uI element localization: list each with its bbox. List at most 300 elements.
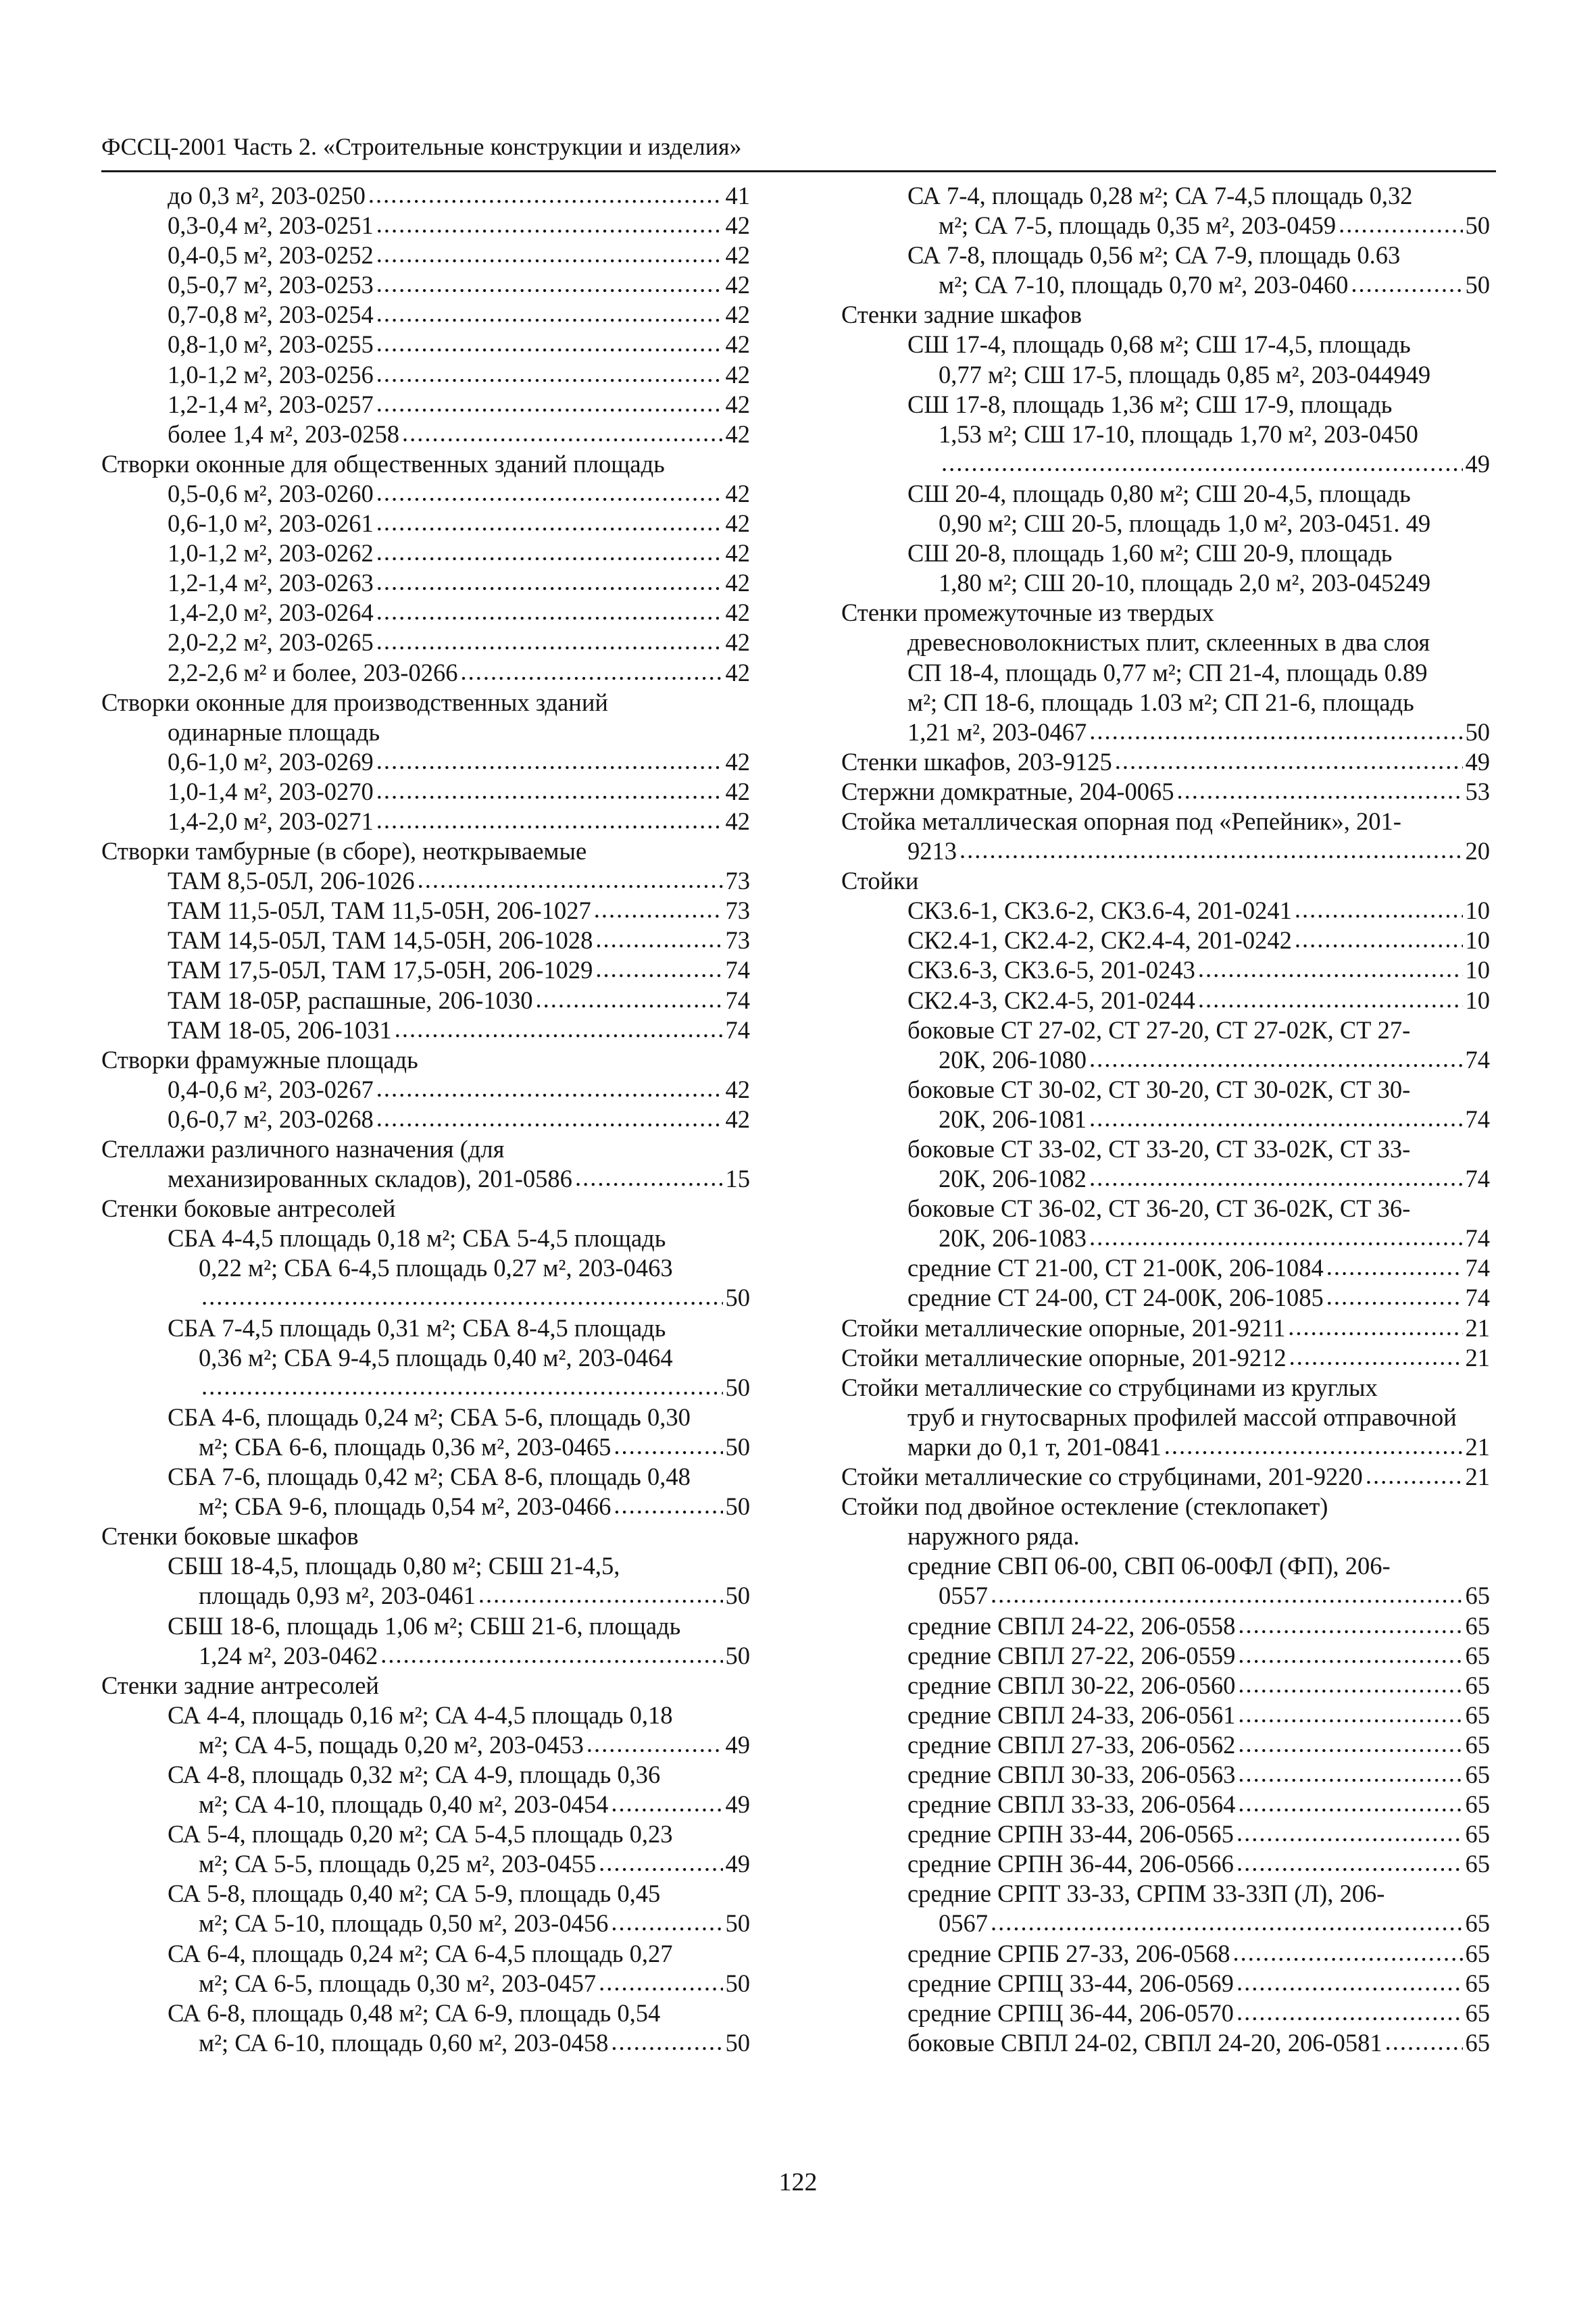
index-heading: Стенки промежуточные из твердых bbox=[841, 599, 1214, 627]
entry-page-number: 50 bbox=[1465, 271, 1490, 299]
entry-text: 1,0-1,4 м², 203-0270 bbox=[168, 777, 374, 805]
page-number: 122 bbox=[778, 2168, 818, 2196]
dot-leader bbox=[376, 567, 723, 597]
entry-text: СК3.6-1, СК3.6-2, СК3.6-4, 201-0241 bbox=[907, 897, 1292, 925]
entry-text: м²; СА 7-10, площадь 0,70 м², 203-0460 bbox=[939, 271, 1349, 299]
dot-leader bbox=[611, 1788, 722, 1818]
entry-page-number: 50 bbox=[725, 1641, 750, 1669]
index-entry bbox=[101, 270, 750, 300]
entry-text: боковые СТ 33-02, СТ 33-20, СТ 33-02К, СТ 33- bbox=[907, 1135, 1411, 1163]
index-entry bbox=[101, 866, 750, 896]
dot-leader bbox=[376, 746, 723, 776]
entry-text: 20К, 206-1083 bbox=[939, 1224, 1087, 1253]
entry-page-number: 20 bbox=[1465, 837, 1490, 865]
entry-page-number: 42 bbox=[725, 658, 750, 686]
index-entry-line bbox=[101, 1551, 750, 1581]
dot-leader bbox=[478, 1580, 723, 1609]
dot-leader bbox=[1233, 1938, 1463, 1967]
entry-text: до 0,3 м², 203-0250 bbox=[168, 182, 366, 209]
dot-leader bbox=[991, 1580, 1463, 1609]
dot-leader bbox=[1238, 1699, 1462, 1729]
entry-text: ТАМ 18-05Р, распашные, 206-1030 bbox=[168, 986, 533, 1014]
entry-text: 1,0-1,2 м², 203-0256 bbox=[168, 360, 374, 388]
entry-text: 0,4-0,5 м², 203-0252 bbox=[168, 241, 374, 270]
entry-text: средние СРПТ 33-33, СРПМ 33-33П (Л), 206- bbox=[907, 1880, 1385, 1908]
index-entry bbox=[841, 449, 1490, 479]
entry-text: СК3.6-3, СК3.6-5, 201-0243 bbox=[907, 956, 1195, 984]
index-entry bbox=[101, 658, 750, 688]
index-entry-line bbox=[101, 1611, 750, 1641]
dot-leader bbox=[402, 418, 722, 448]
index-entry-line bbox=[841, 658, 1490, 688]
index-entry bbox=[101, 1105, 750, 1134]
entry-page-number: 74 bbox=[1465, 1284, 1490, 1312]
entry-text: 0557 bbox=[939, 1582, 988, 1610]
index-entry bbox=[101, 926, 750, 955]
entry-text: средние СВПЛ 30-33, 206-0563 bbox=[907, 1760, 1236, 1788]
entry-text: м²; СА 5-10, площадь 0,50 м², 203-0456 bbox=[199, 1909, 609, 1938]
entry-text: 0,3-0,4 м², 203-0251 bbox=[168, 211, 374, 240]
entry-text: средние СВП 06-00, СВП 06-00ФЛ (ФП), 206- bbox=[907, 1552, 1391, 1580]
index-entry bbox=[101, 896, 750, 926]
entry-text: м²; СБА 9-6, площадь 0,54 м², 203-0466 bbox=[199, 1492, 612, 1521]
entry-text: средние СРПН 36-44, 206-0566 bbox=[907, 1850, 1234, 1878]
entry-text: м²; СА 4-5, пощадь 0,20 м², 203-0453 bbox=[199, 1730, 584, 1759]
entry-page-number: 65 bbox=[1465, 1701, 1490, 1729]
entry-text: СА 5-8, площадь 0,40 м²; СА 5-9, площадь 0,45 bbox=[168, 1880, 661, 1908]
entry-page-number: 74 bbox=[1465, 1165, 1490, 1193]
entry-page-number: 74 bbox=[725, 1015, 750, 1044]
index-entry bbox=[101, 568, 750, 598]
entry-text: 20К, 206-1082 bbox=[939, 1165, 1087, 1193]
dot-leader bbox=[1238, 1640, 1462, 1669]
entry-page-number: 42 bbox=[725, 330, 750, 359]
dot-leader bbox=[535, 984, 722, 1014]
index-entry bbox=[841, 1790, 1490, 1819]
dot-leader bbox=[1238, 1669, 1462, 1699]
dot-leader bbox=[1366, 1461, 1463, 1490]
entry-text: средние СТ 21-00, СТ 21-00К, 206-1084 bbox=[907, 1254, 1324, 1282]
dot-leader bbox=[376, 1074, 723, 1103]
dot-leader bbox=[376, 359, 723, 388]
index-entry-line bbox=[841, 330, 1490, 359]
index-entry bbox=[101, 986, 750, 1015]
entry-page-number: 10 bbox=[1465, 986, 1490, 1014]
index-entry bbox=[841, 1164, 1490, 1194]
dot-leader bbox=[611, 2027, 722, 2057]
index-entry bbox=[101, 1164, 750, 1194]
index-entry bbox=[841, 1343, 1490, 1373]
entry-page-number: 42 bbox=[725, 390, 750, 418]
entry-text: м²; СБА 6-6, площадь 0,36 м², 203-0465 bbox=[199, 1432, 612, 1461]
index-entry bbox=[841, 1432, 1490, 1462]
entry-page-number: 65 bbox=[1465, 1730, 1490, 1759]
entry-text: СБА 4-6, площадь 0,24 м²; СБА 5-6, площадь 0,30 bbox=[168, 1403, 691, 1431]
index-entry bbox=[101, 390, 750, 420]
entry-page-number: 65 bbox=[1465, 1998, 1490, 2027]
entry-text: 0,5-0,6 м², 203-0260 bbox=[168, 479, 374, 507]
index-entry bbox=[101, 300, 750, 330]
index-entry bbox=[101, 2028, 750, 2058]
entry-text: СБА 7-4,5 площадь 0,31 м²; СБА 8-4,5 площадь bbox=[168, 1313, 666, 1342]
entry-text: СБШ 18-4,5, площадь 0,80 м²; СБШ 21-4,5, bbox=[168, 1552, 620, 1580]
dot-leader bbox=[1238, 1788, 1462, 1818]
dot-leader bbox=[376, 805, 723, 835]
index-heading: Стойки под двойное остекление (стеклопакет) bbox=[841, 1492, 1328, 1521]
index-entry-line bbox=[841, 628, 1490, 657]
index-heading: Стойки металлические со струбцинами из круглых bbox=[841, 1373, 1378, 1401]
entry-page-number: 21 bbox=[1465, 1432, 1490, 1461]
entry-page-number: 50 bbox=[1465, 211, 1490, 240]
dot-leader bbox=[1089, 1103, 1463, 1133]
entry-page-number: 74 bbox=[1465, 1224, 1490, 1253]
entry-text: 1,80 м²; СШ 20-10, площадь 2,0 м², 203-045249 bbox=[939, 569, 1431, 597]
index-entry-line bbox=[841, 1194, 1490, 1224]
entry-page-number: 42 bbox=[725, 301, 750, 329]
index-entry-line bbox=[841, 420, 1490, 449]
entry-text: 0,90 м²; СШ 20-5, площадь 1,0 м², 203-0451. 49 bbox=[939, 509, 1431, 538]
index-entry bbox=[101, 1849, 750, 1879]
index-entry bbox=[841, 986, 1490, 1015]
entry-page-number: 53 bbox=[1465, 777, 1490, 805]
dot-leader bbox=[376, 478, 723, 507]
entry-page-number: 21 bbox=[1465, 1343, 1490, 1372]
index-entry bbox=[101, 241, 750, 270]
index-entry bbox=[841, 1701, 1490, 1730]
index-entry bbox=[841, 896, 1490, 926]
dot-leader bbox=[1237, 1997, 1463, 2027]
index-entry bbox=[101, 955, 750, 985]
dot-leader bbox=[941, 448, 1463, 478]
entry-text: 0,6-1,0 м², 203-0269 bbox=[168, 747, 374, 776]
entry-text: м²; СА 6-10, площадь 0,60 м², 203-0458 bbox=[199, 2028, 609, 2057]
index-entry bbox=[841, 1641, 1490, 1671]
entry-page-number: 42 bbox=[725, 360, 750, 388]
dot-leader bbox=[1198, 954, 1463, 984]
entry-text: марки до 0,1 т, 201-0841 bbox=[907, 1432, 1162, 1461]
entry-text: СБШ 18-6, площадь 1,06 м²; СБШ 21-6, площадь bbox=[168, 1611, 681, 1640]
entry-page-number: 42 bbox=[725, 539, 750, 568]
dot-leader bbox=[1089, 1222, 1463, 1252]
entry-text: СК2.4-1, СК2.4-2, СК2.4-4, 201-0242 bbox=[907, 926, 1292, 955]
entry-text: 0,4-0,6 м², 203-0267 bbox=[168, 1075, 374, 1103]
index-entry bbox=[841, 836, 1490, 866]
index-entry bbox=[101, 1790, 750, 1819]
dot-leader bbox=[614, 1431, 722, 1461]
dot-leader bbox=[1089, 1044, 1463, 1074]
entry-page-number: 42 bbox=[725, 1105, 750, 1133]
entry-text: 20К, 206-1080 bbox=[939, 1045, 1087, 1074]
index-entry-line bbox=[101, 1462, 750, 1492]
dot-leader bbox=[376, 626, 723, 656]
entry-text: древесноволокнистых плит, склеенных в два слоя bbox=[907, 628, 1430, 657]
entry-text: средние СВПЛ 30-22, 206-0560 bbox=[907, 1671, 1236, 1699]
index-entry bbox=[101, 1075, 750, 1105]
entry-text: СК2.4-3, СК2.4-5, 201-0244 bbox=[907, 986, 1195, 1014]
index-entry-line bbox=[101, 1224, 750, 1253]
entry-page-number: 49 bbox=[1465, 449, 1490, 478]
index-entry-line bbox=[841, 509, 1490, 538]
entry-text: ТАМ 8,5-05Л, 206-1026 bbox=[168, 867, 415, 895]
entry-text: 0,8-1,0 м², 203-0255 bbox=[168, 330, 374, 359]
entry-text: средние СВПЛ 24-33, 206-0561 bbox=[907, 1701, 1236, 1729]
entry-page-number: 42 bbox=[725, 747, 750, 776]
entry-page-number: 65 bbox=[1465, 1969, 1490, 1997]
entry-text: более 1,4 м², 203-0258 bbox=[168, 420, 400, 448]
entry-text: средние СВПЛ 24-22, 206-0558 bbox=[907, 1611, 1236, 1640]
entry-page-number: 74 bbox=[725, 956, 750, 984]
entry-text: 0,36 м²; СБА 9-4,5 площадь 0,40 м², 203-0464 bbox=[199, 1343, 673, 1372]
entry-text: СБА 4-4,5 площадь 0,18 м²; СБА 5-4,5 площадь bbox=[168, 1224, 666, 1253]
dot-leader bbox=[460, 657, 722, 686]
index-entry-line bbox=[841, 1879, 1490, 1909]
entry-text: 1,0-1,2 м², 203-0262 bbox=[168, 539, 374, 568]
dot-leader bbox=[1288, 1312, 1462, 1342]
entry-page-number: 50 bbox=[1465, 718, 1490, 746]
dot-leader bbox=[418, 865, 723, 895]
entry-page-number: 42 bbox=[725, 509, 750, 538]
entry-page-number: 73 bbox=[725, 926, 750, 955]
dot-leader bbox=[1237, 1848, 1463, 1878]
entry-text: боковые СТ 36-02, СТ 36-20, СТ 36-02К, СТ 36- bbox=[907, 1194, 1411, 1223]
entry-page-number: 42 bbox=[725, 777, 750, 805]
index-entry-line bbox=[841, 390, 1490, 420]
index-entry bbox=[841, 718, 1490, 747]
entry-page-number: 73 bbox=[725, 867, 750, 895]
dot-leader bbox=[1177, 776, 1463, 805]
index-entry-line bbox=[841, 1551, 1490, 1581]
dot-leader bbox=[614, 1490, 722, 1520]
index-entry bbox=[101, 509, 750, 538]
entry-text: СА 6-4, площадь 0,24 м²; СА 6-4,5 площадь 0,27 bbox=[168, 1939, 673, 1967]
entry-text: СШ 20-8, площадь 1,60 м²; СШ 20-9, площадь bbox=[907, 539, 1393, 568]
index-entry bbox=[841, 955, 1490, 985]
index-entry-line bbox=[841, 1075, 1490, 1105]
index-entry bbox=[101, 1015, 750, 1045]
entry-page-number: 50 bbox=[725, 1909, 750, 1938]
entry-page-number: 41 bbox=[725, 182, 750, 209]
entry-text: 0,5-0,7 м², 203-0253 bbox=[168, 271, 374, 299]
index-entry bbox=[841, 1998, 1490, 2028]
entry-page-number: 73 bbox=[725, 897, 750, 925]
entry-page-number: 42 bbox=[725, 479, 750, 507]
entry-text: Стойки металлические со струбцинами, 201-9220 bbox=[841, 1463, 1363, 1491]
index-heading: Створки фрамужные площадь bbox=[101, 1045, 418, 1074]
index-entry bbox=[101, 211, 750, 241]
index-entry-line bbox=[841, 360, 1490, 390]
entry-page-number: 10 bbox=[1465, 956, 1490, 984]
entry-text: средние СРПН 33-44, 206-0565 bbox=[907, 1820, 1234, 1848]
dot-leader bbox=[376, 1103, 723, 1133]
entry-page-number: 50 bbox=[725, 1432, 750, 1461]
index-entry bbox=[101, 360, 750, 390]
index-entry bbox=[841, 1909, 1490, 1938]
index-heading: Стеллажи различного назначения (для bbox=[101, 1135, 505, 1163]
index-entry bbox=[101, 1969, 750, 1998]
entry-text: СА 4-8, площадь 0,32 м²; СА 4-9, площадь 0,36 bbox=[168, 1760, 661, 1788]
dot-leader bbox=[1295, 924, 1463, 954]
dot-leader bbox=[376, 597, 723, 626]
entry-text: Стойки металлические опорные, 201-9212 bbox=[841, 1343, 1287, 1372]
entry-text: 1,4-2,0 м², 203-0271 bbox=[168, 807, 374, 835]
entry-page-number: 74 bbox=[725, 986, 750, 1014]
dot-leader bbox=[376, 776, 723, 805]
index-entry-line bbox=[101, 1403, 750, 1432]
dot-leader bbox=[1238, 1729, 1462, 1759]
index-entry bbox=[101, 1432, 750, 1462]
dot-leader bbox=[1198, 984, 1463, 1014]
index-entry-line bbox=[841, 1521, 1490, 1551]
dot-leader bbox=[1326, 1252, 1463, 1282]
entry-page-number: 65 bbox=[1465, 1820, 1490, 1848]
entry-text: ТАМ 14,5-05Л, ТАМ 14,5-05Н, 206-1028 bbox=[168, 926, 593, 955]
index-entry bbox=[841, 1819, 1490, 1849]
entry-page-number: 15 bbox=[725, 1165, 750, 1193]
dot-leader bbox=[959, 835, 1463, 865]
index-entry bbox=[841, 777, 1490, 807]
entry-text: 0,22 м²; СБА 6-4,5 площадь 0,27 м², 203-0463 bbox=[199, 1254, 673, 1282]
index-entry-line bbox=[101, 1760, 750, 1790]
index-entry bbox=[841, 1462, 1490, 1492]
entry-page-number: 42 bbox=[725, 807, 750, 835]
entry-page-number: 65 bbox=[1465, 1909, 1490, 1938]
entry-text: 0567 bbox=[939, 1909, 988, 1938]
entry-page-number: 65 bbox=[1465, 1611, 1490, 1640]
dot-leader bbox=[595, 954, 722, 984]
index-column-left bbox=[101, 181, 750, 2058]
dot-leader bbox=[1326, 1282, 1463, 1311]
dot-leader bbox=[376, 388, 723, 418]
index-entry-line bbox=[101, 1819, 750, 1849]
index-heading: Стенки боковые антресолей bbox=[101, 1194, 396, 1223]
entry-page-number: 49 bbox=[725, 1730, 750, 1759]
entry-page-number: 42 bbox=[725, 271, 750, 299]
entry-text: 0,7-0,8 м², 203-0254 bbox=[168, 301, 374, 329]
index-entry bbox=[101, 747, 750, 777]
dot-leader bbox=[201, 1282, 723, 1311]
entry-text: 0,6-1,0 м², 203-0261 bbox=[168, 509, 374, 538]
dot-leader bbox=[376, 507, 723, 537]
dot-leader bbox=[575, 1163, 723, 1192]
entry-page-number: 50 bbox=[725, 1582, 750, 1610]
index-entry bbox=[841, 1253, 1490, 1283]
index-entry bbox=[841, 1283, 1490, 1313]
index-heading: Стенки задние антресолей bbox=[101, 1671, 379, 1699]
dot-leader bbox=[1164, 1431, 1463, 1461]
index-entry-line bbox=[841, 688, 1490, 718]
entry-text: 0,6-0,7 м², 203-0268 bbox=[168, 1105, 374, 1133]
entry-text: ТАМ 17,5-05Л, ТАМ 17,5-05Н, 206-1029 bbox=[168, 956, 593, 984]
index-entry bbox=[101, 1581, 750, 1611]
index-entry bbox=[841, 747, 1490, 777]
entry-text: труб и гнутосварных профилей массой отправочной bbox=[907, 1403, 1457, 1431]
entry-text: ТАМ 18-05, 206-1031 bbox=[168, 1015, 392, 1044]
entry-page-number: 65 bbox=[1465, 1760, 1490, 1788]
entry-text: боковые СТ 30-02, СТ 30-20, СТ 30-02К, СТ 30- bbox=[907, 1075, 1411, 1103]
entry-text: СА 6-8, площадь 0,48 м²; СА 6-9, площадь 0,54 bbox=[168, 1998, 661, 2027]
index-column-right bbox=[841, 181, 1490, 2058]
dot-leader bbox=[376, 537, 723, 567]
entry-text: одинарные площадь bbox=[168, 718, 380, 746]
index-entry bbox=[101, 807, 750, 836]
index-entry bbox=[841, 1849, 1490, 1879]
entry-text: Стержни домкратные, 204-0065 bbox=[841, 777, 1174, 805]
entry-page-number: 74 bbox=[1465, 1105, 1490, 1133]
entry-page-number: 10 bbox=[1465, 897, 1490, 925]
index-entry bbox=[841, 1045, 1490, 1075]
entry-text: средние СРПЦ 36-44, 206-0570 bbox=[907, 1998, 1234, 2027]
entry-text: ТАМ 11,5-05Л, ТАМ 11,5-05Н, 206-1027 bbox=[168, 897, 591, 925]
entry-text: средние СРПЦ 33-44, 206-0569 bbox=[907, 1969, 1234, 1997]
index-heading: Створки тамбурные (в сборе), неоткрываемые bbox=[101, 837, 587, 865]
entry-text: 1,4-2,0 м², 203-0264 bbox=[168, 599, 374, 627]
entry-page-number: 50 bbox=[725, 1969, 750, 1997]
index-entry-line bbox=[841, 1015, 1490, 1045]
index-entry bbox=[101, 777, 750, 807]
entry-text: боковые СТ 27-02, СТ 27-20, СТ 27-02К, СТ 27- bbox=[907, 1015, 1411, 1044]
entry-text: 0,77 м²; СШ 17-5, площадь 0,85 м², 203-044949 bbox=[939, 360, 1431, 388]
dot-leader bbox=[376, 209, 723, 239]
entry-text: СА 4-4, площадь 0,16 м²; СА 4-4,5 площадь 0,18 bbox=[168, 1701, 673, 1729]
entry-page-number: 65 bbox=[1465, 1641, 1490, 1669]
entry-text: 20К, 206-1081 bbox=[939, 1105, 1087, 1133]
dot-leader bbox=[1089, 1163, 1463, 1192]
index-entry bbox=[841, 926, 1490, 955]
index-entry-line bbox=[841, 181, 1490, 211]
dot-leader bbox=[594, 895, 723, 924]
entry-text: СШ 17-4, площадь 0,68 м²; СШ 17-4,5, площадь bbox=[907, 330, 1411, 359]
entry-page-number: 74 bbox=[1465, 1045, 1490, 1074]
entry-page-number: 65 bbox=[1465, 1850, 1490, 1878]
index-heading: Стенки задние шкафов bbox=[841, 301, 1082, 329]
entry-text: 1,24 м², 203-0462 bbox=[199, 1641, 378, 1669]
dot-leader bbox=[599, 1967, 722, 1997]
entry-text: СА 7-4, площадь 0,28 м²; СА 7-4,5 площадь 0,32 bbox=[907, 182, 1413, 209]
index-entry-line bbox=[101, 1879, 750, 1909]
entry-text: м²; СП 18-6, площадь 1.03 м²; СП 21-6, площадь bbox=[907, 688, 1414, 716]
index-entry-line bbox=[841, 479, 1490, 509]
dot-leader bbox=[1237, 1967, 1463, 1997]
dot-leader bbox=[1339, 209, 1462, 239]
page-header: ФССЦ-2001 Часть 2. «Строительные конструкции и изделия» bbox=[101, 128, 1496, 172]
index-entry bbox=[101, 330, 750, 359]
entry-text: СА 7-8, площадь 0,56 м²; СА 7-9, площадь 0.63 bbox=[907, 241, 1401, 270]
index-heading: Створки оконные для производственных зданий bbox=[101, 688, 608, 716]
index-entry-line bbox=[101, 1343, 750, 1373]
dot-leader bbox=[1295, 895, 1463, 924]
entry-page-number: 42 bbox=[725, 569, 750, 597]
entry-page-number: 65 bbox=[1465, 1939, 1490, 1967]
index-heading: Стенки боковые шкафов bbox=[101, 1522, 359, 1551]
index-entry bbox=[101, 538, 750, 568]
entry-text: 2,0-2,2 м², 203-0265 bbox=[168, 628, 374, 657]
dot-leader bbox=[1238, 1759, 1462, 1788]
entry-text: 9213 bbox=[907, 837, 957, 865]
index-heading: Створки оконные для общественных зданий площадь bbox=[101, 449, 665, 478]
dot-leader bbox=[380, 1640, 722, 1669]
index-entry-line bbox=[841, 241, 1490, 270]
dot-leader bbox=[1289, 1342, 1463, 1372]
dot-leader bbox=[376, 239, 723, 269]
index-entry bbox=[101, 628, 750, 657]
index-entry-line bbox=[841, 1134, 1490, 1164]
index-entry bbox=[841, 1730, 1490, 1760]
index-entry bbox=[101, 598, 750, 628]
index-entry bbox=[841, 270, 1490, 300]
dot-leader bbox=[395, 1014, 723, 1044]
entry-page-number: 42 bbox=[725, 628, 750, 657]
dot-leader bbox=[376, 328, 723, 358]
